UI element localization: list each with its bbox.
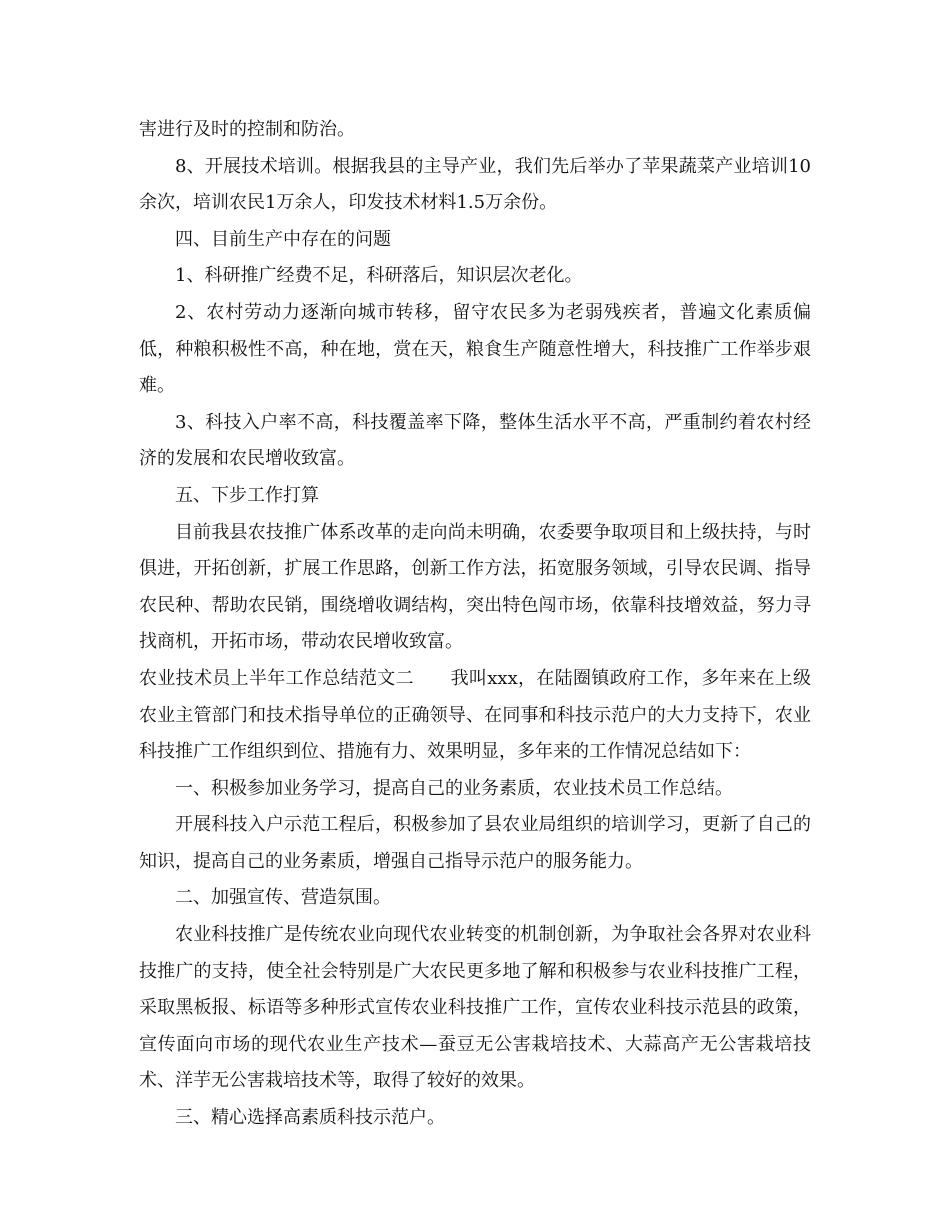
document-body bbox=[139, 112, 811, 1137]
paragraph: 2、农村劳动力逐渐向城市转移，留守农民多为老弱残疾者，普遍文化素质偏低，种粮积极性不高，种在地，赏在天，粮食生产随意性增大，科技推广工作举步艰难。 bbox=[139, 301, 811, 397]
paragraph: 开展科技入户示范工程后，积极参加了县农业局组织的培训学习，更新了自己的知识，提高自己的业务素质，增强自己指导示范户的服务能力。 bbox=[139, 814, 811, 872]
paragraph: 害进行及时的控制和防治。 bbox=[139, 119, 355, 140]
section-heading: 五、下步工作打算 bbox=[175, 484, 319, 506]
paragraph: 1、科研推广经费不足，科研落后，知识层次老化。 bbox=[175, 265, 583, 287]
paragraph: 农业技术员上半年工作总结范文二 我叫xxx，在陆圈镇政府工作，多年来在上级农业主管部门和技术指导单位的正确领导、在同事和科技示范户的大力支持下，农业科技推广工作组织到位、措施有力、效果明显，多年来的工作情况总结如下： bbox=[139, 667, 811, 763]
section-heading: 三、精心选择高素质科技示范户。 bbox=[175, 1107, 445, 1129]
section-heading: 四、目前生产中存在的问题 bbox=[175, 228, 391, 250]
section-heading: 二、加强宣传、营造氛围。 bbox=[175, 887, 391, 909]
section-heading: 一、积极参加业务学习，提高自己的业务素质，农业技术员工作总结。 bbox=[175, 777, 733, 799]
paragraph: 目前我县农技推广体系改革的走向尚未明确，农委要争取项目和上级扶持，与时俱进，开拓创新，扩展工作思路，创新工作方法，拓宽服务领域，引导农民调、指导农民种、帮助农民销，围绕增收调结构，突出特色闯市场，依靠科技增效益，努力寻找商机，开拓市场，带动农民增收致富。 bbox=[139, 521, 811, 653]
paragraph: 3、科技入户率不高，科技覆盖率下降，整体生活水平不高，严重制约着农村经济的发展和农民增收致富。 bbox=[139, 411, 811, 470]
paragraph: 农业科技推广是传统农业向现代农业转变的机制创新，为争取社会各界对农业科技推广的支持，使全社会特别是广大农民更多地了解和积极参与农业科技推广工程，采取黑板报、标语等多种形式宣传农业科技推广工作，宣传农业科技示范县的政策，宣传面向市场的现代农业生产技术—蚕豆无公害栽培技术、大蒜高产无公害栽培技术、洋芋无公害栽培技术等，取得了较好的效果。 bbox=[139, 924, 811, 1092]
paragraph: 8、开展技术培训。根据我县的主导产业，我们先后举办了苹果蔬菜产业培训10余次，培训农民1万余人，印发技术材料1.5万余份。 bbox=[139, 155, 811, 214]
